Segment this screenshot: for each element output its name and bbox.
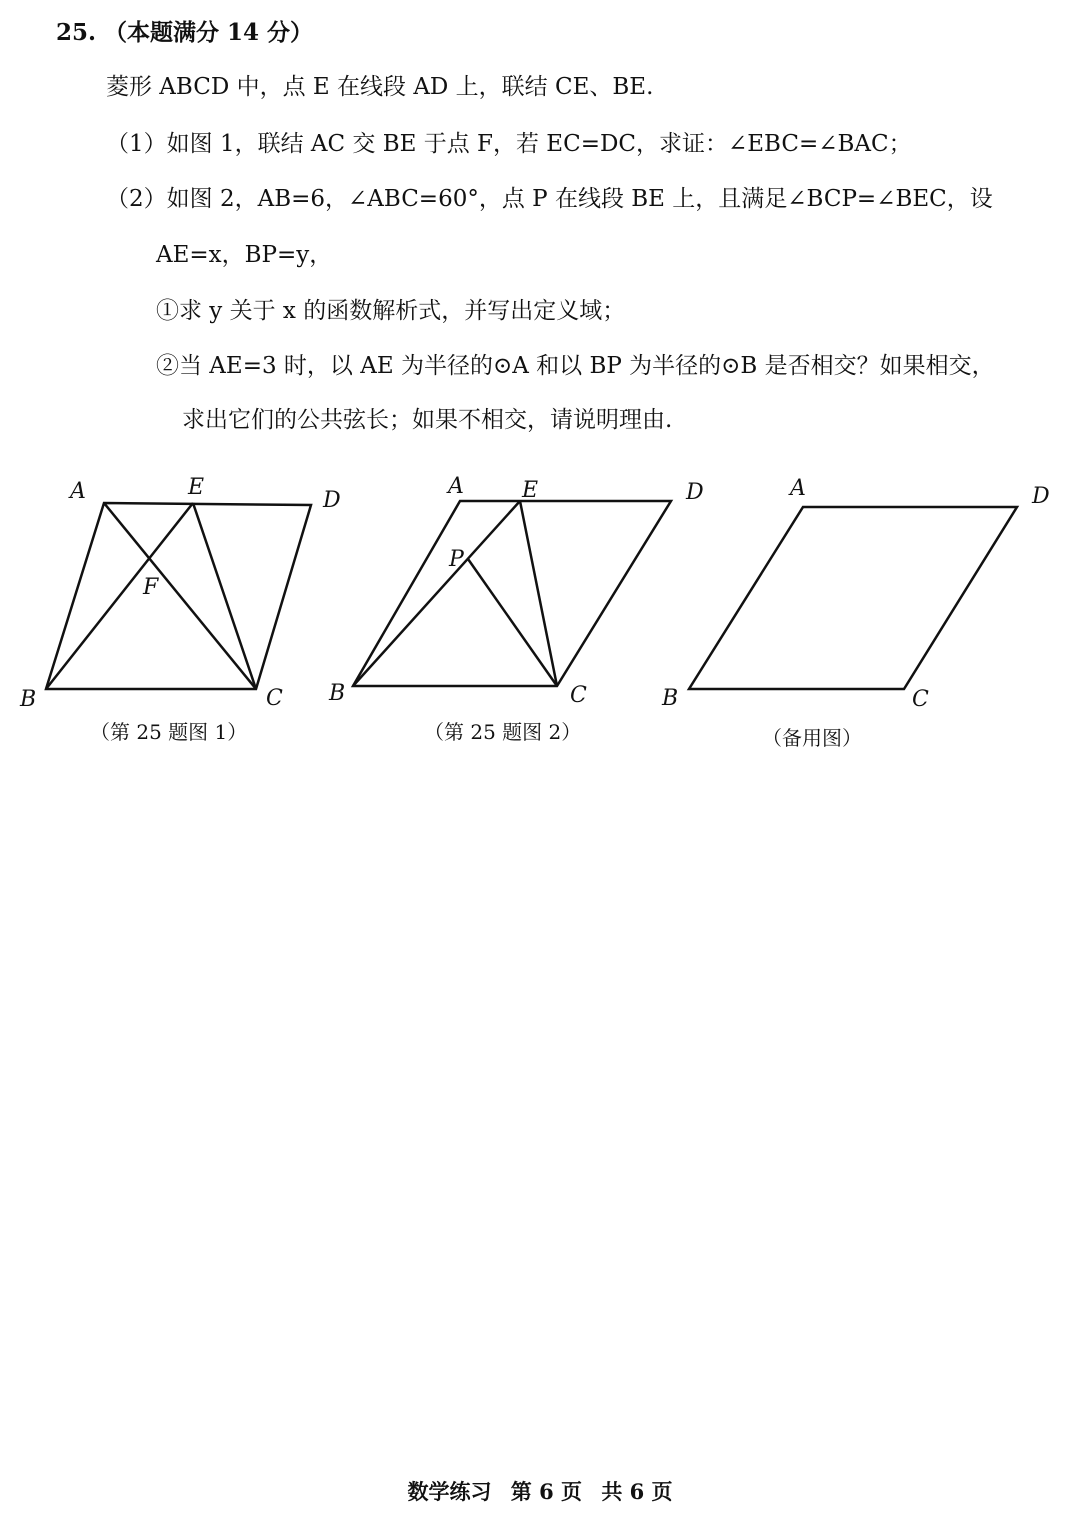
- footer-total: 共 6 页: [601, 1479, 673, 1504]
- question-part2-line2: AE=x，BP=y，: [156, 242, 333, 268]
- figure-1: [0, 465, 360, 725]
- fig1-label-d: D: [323, 488, 341, 513]
- fig1-line-be: [46, 503, 193, 689]
- fig1-label-e: E: [188, 475, 205, 500]
- fig3-label-c: C: [912, 687, 929, 712]
- fig1-label-a: A: [70, 479, 86, 504]
- fig2-line-be: [353, 501, 520, 686]
- fig2-label-b: B: [329, 681, 346, 706]
- fig2-label-d: D: [686, 480, 704, 505]
- fig1-line-ac: [104, 503, 256, 689]
- fig2-label-a: A: [448, 474, 464, 499]
- footer-page: 第 6 页: [510, 1479, 582, 1504]
- figure-1-caption: （第 25 题图 1）: [90, 720, 248, 744]
- fig2-label-c: C: [570, 683, 587, 708]
- fig3-rhombus: [689, 507, 1017, 689]
- fig1-label-b: B: [20, 687, 37, 712]
- figure-2-caption: （第 25 题图 2）: [424, 720, 582, 744]
- fig1-line-ce: [193, 503, 256, 689]
- figure-3-caption: （备用图）: [762, 726, 862, 750]
- fig2-rhombus: [353, 501, 671, 686]
- question-sub2-line2: 求出它们的公共弦长；如果不相交，请说明理由.: [182, 407, 673, 433]
- figure-1-diagram: [0, 465, 360, 725]
- question-intro: 菱形 ABCD 中，点 E 在线段 AD 上，联结 CE、BE.: [106, 74, 654, 100]
- question-header: 25. （本题满分 14 分）: [56, 19, 314, 46]
- fig2-label-e: E: [522, 478, 539, 503]
- question-sub2-line1: ②当 AE=3 时，以 AE 为半径的⊙A 和以 BP 为半径的⊙B 是否相交？如果相交，: [156, 353, 995, 379]
- figure-3: [650, 465, 1070, 725]
- fig1-label-f: F: [143, 575, 159, 600]
- fig3-label-a: A: [790, 476, 806, 501]
- footer-subject: 数学练习: [407, 1479, 492, 1504]
- figure-3-diagram: [650, 465, 1070, 725]
- fig3-label-b: B: [662, 686, 679, 711]
- question-part2-line1: （2）如图 2，AB=6，∠ABC=60°，点 P 在线段 BE 上，且满足∠BCP=∠BEC，设: [106, 186, 993, 212]
- page-footer: [0, 1476, 1080, 1506]
- fig3-label-d: D: [1032, 484, 1050, 509]
- question-sub1: ①求 y 关于 x 的函数解析式，并写出定义域；: [156, 298, 626, 324]
- fig2-label-p: P: [449, 547, 464, 572]
- question-part1: （1）如图 1，联结 AC 交 BE 于点 F，若 EC=DC，求证：∠EBC=∠BAC；: [106, 131, 912, 157]
- fig1-label-c: C: [266, 686, 283, 711]
